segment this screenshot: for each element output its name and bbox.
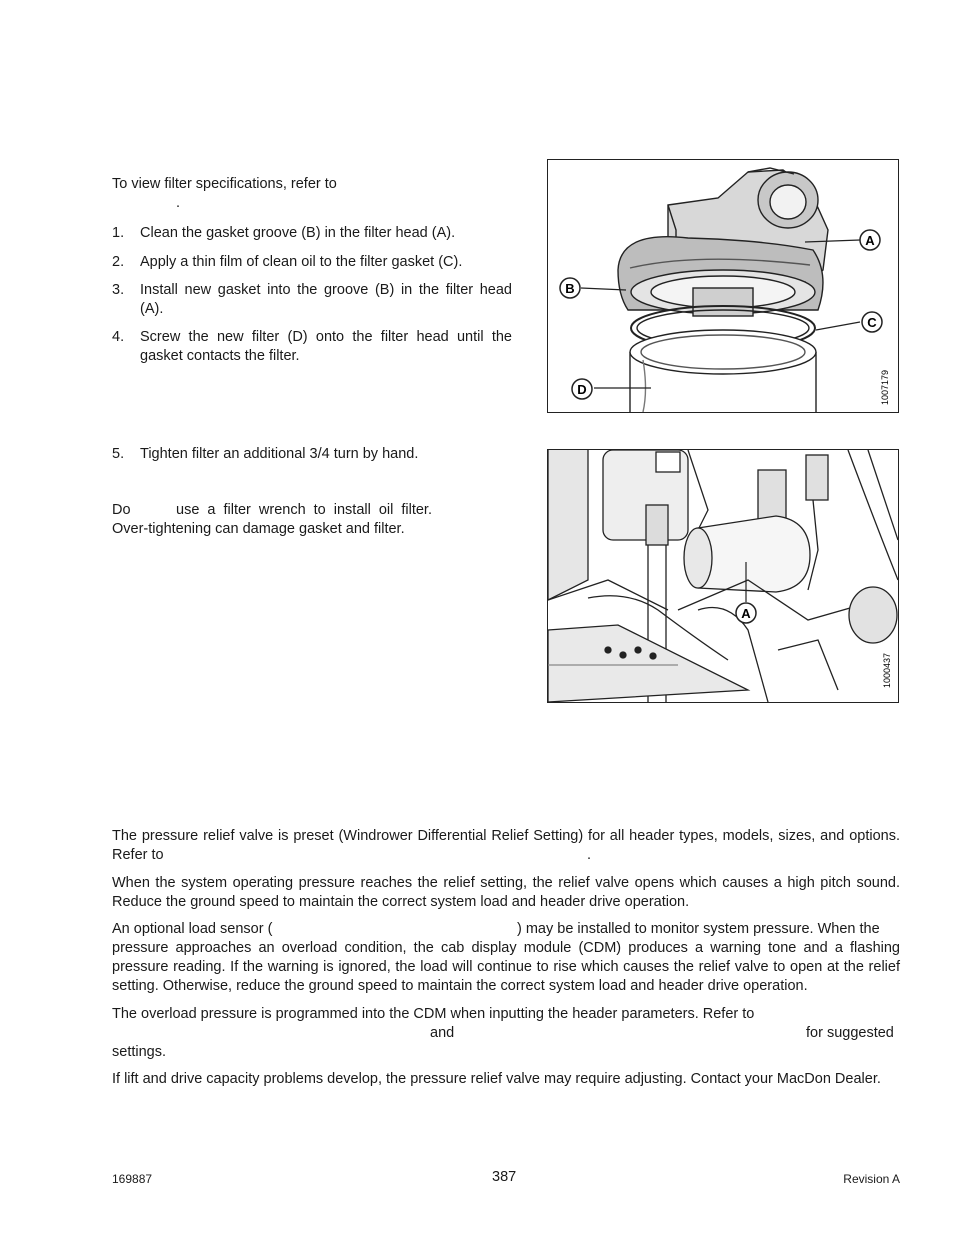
callout-d: [572, 379, 592, 399]
paragraph-period: .: [587, 847, 592, 863]
paragraph-fragment: settings.: [112, 1044, 166, 1060]
paragraph-fragment: for suggested: [806, 1025, 894, 1041]
svg-text:D: D: [577, 382, 587, 397]
callout-a: [860, 230, 880, 250]
step-number: 3.: [112, 282, 125, 298]
intro-text: To view filter specifications, refer to: [112, 176, 337, 192]
svg-text:A: A: [865, 233, 875, 248]
installed-filter-illustration: [548, 450, 898, 702]
filter-head-figure: [547, 159, 899, 413]
step-number: 2.: [112, 254, 125, 270]
step-number: 4.: [112, 329, 125, 345]
paragraph: The overload pressure is programmed into the CDM when inputting the header parameters. Refer to: [112, 1006, 755, 1022]
paragraph: pressure approaches an overload condition, the cab display module (CDM) produces a warning tone and a flashing pressure reading. If the warning is ignored, the load will continue to rise which causes the relief valve to open at the relief setting. Otherwise, reduce the ground speed to maintain the correct system load and header drive operation.: [112, 940, 900, 994]
revision: Revision A: [843, 1172, 900, 1186]
page-number: 387: [492, 1169, 517, 1185]
paragraph-fragment: and: [430, 1025, 455, 1041]
caution-text: use a filter wrench to install oil filter.: [176, 502, 432, 518]
callout-b: [560, 278, 580, 298]
step-number: 5.: [112, 446, 125, 462]
installed-filter-figure: [547, 449, 899, 703]
step-number: 1.: [112, 225, 125, 241]
paragraph-fragment: An optional load sensor (: [112, 921, 273, 937]
step-text: Apply a thin film of clean oil to the filter gasket (C).: [140, 254, 463, 270]
figure-id: 1000437: [882, 652, 892, 688]
step-text: Tighten filter an additional 3/4 turn by hand.: [140, 446, 419, 462]
paragraph-fragment: ) may be installed to monitor system pressure. When the: [517, 921, 880, 937]
svg-text:A: A: [741, 606, 751, 621]
step-text: Screw the new filter (D) onto the filter head until the gasket contacts the filter.: [140, 329, 512, 364]
callout-c: [862, 312, 882, 332]
doc-number: 169887: [112, 1172, 153, 1186]
filter-head-illustration: [548, 160, 898, 412]
intro-period: .: [176, 195, 181, 211]
caution-text-line2: Over-tightening can damage gasket and filter.: [112, 521, 405, 537]
step-text: Install new gasket into the groove (B) in the filter head (A).: [140, 282, 512, 317]
figure-id: 1007179: [880, 369, 890, 405]
paragraph: The pressure relief valve is preset (Windrower Differential Relief Setting) for all header types, models, sizes, and options. Refer to: [112, 828, 900, 863]
callout-a: [736, 603, 756, 623]
svg-text:B: B: [565, 281, 575, 296]
step-text: Clean the gasket groove (B) in the filter head (A).: [140, 225, 456, 241]
paragraph: If lift and drive capacity problems develop, the pressure relief valve may require adjusting. Contact your MacDon Dealer.: [112, 1071, 881, 1087]
paragraph: When the system operating pressure reaches the relief setting, the relief valve opens which causes a high pitch sound. Reduce the ground speed to maintain the correct system load and header drive operation.: [112, 875, 900, 910]
caution-do: Do: [112, 502, 131, 518]
svg-text:C: C: [867, 315, 877, 330]
